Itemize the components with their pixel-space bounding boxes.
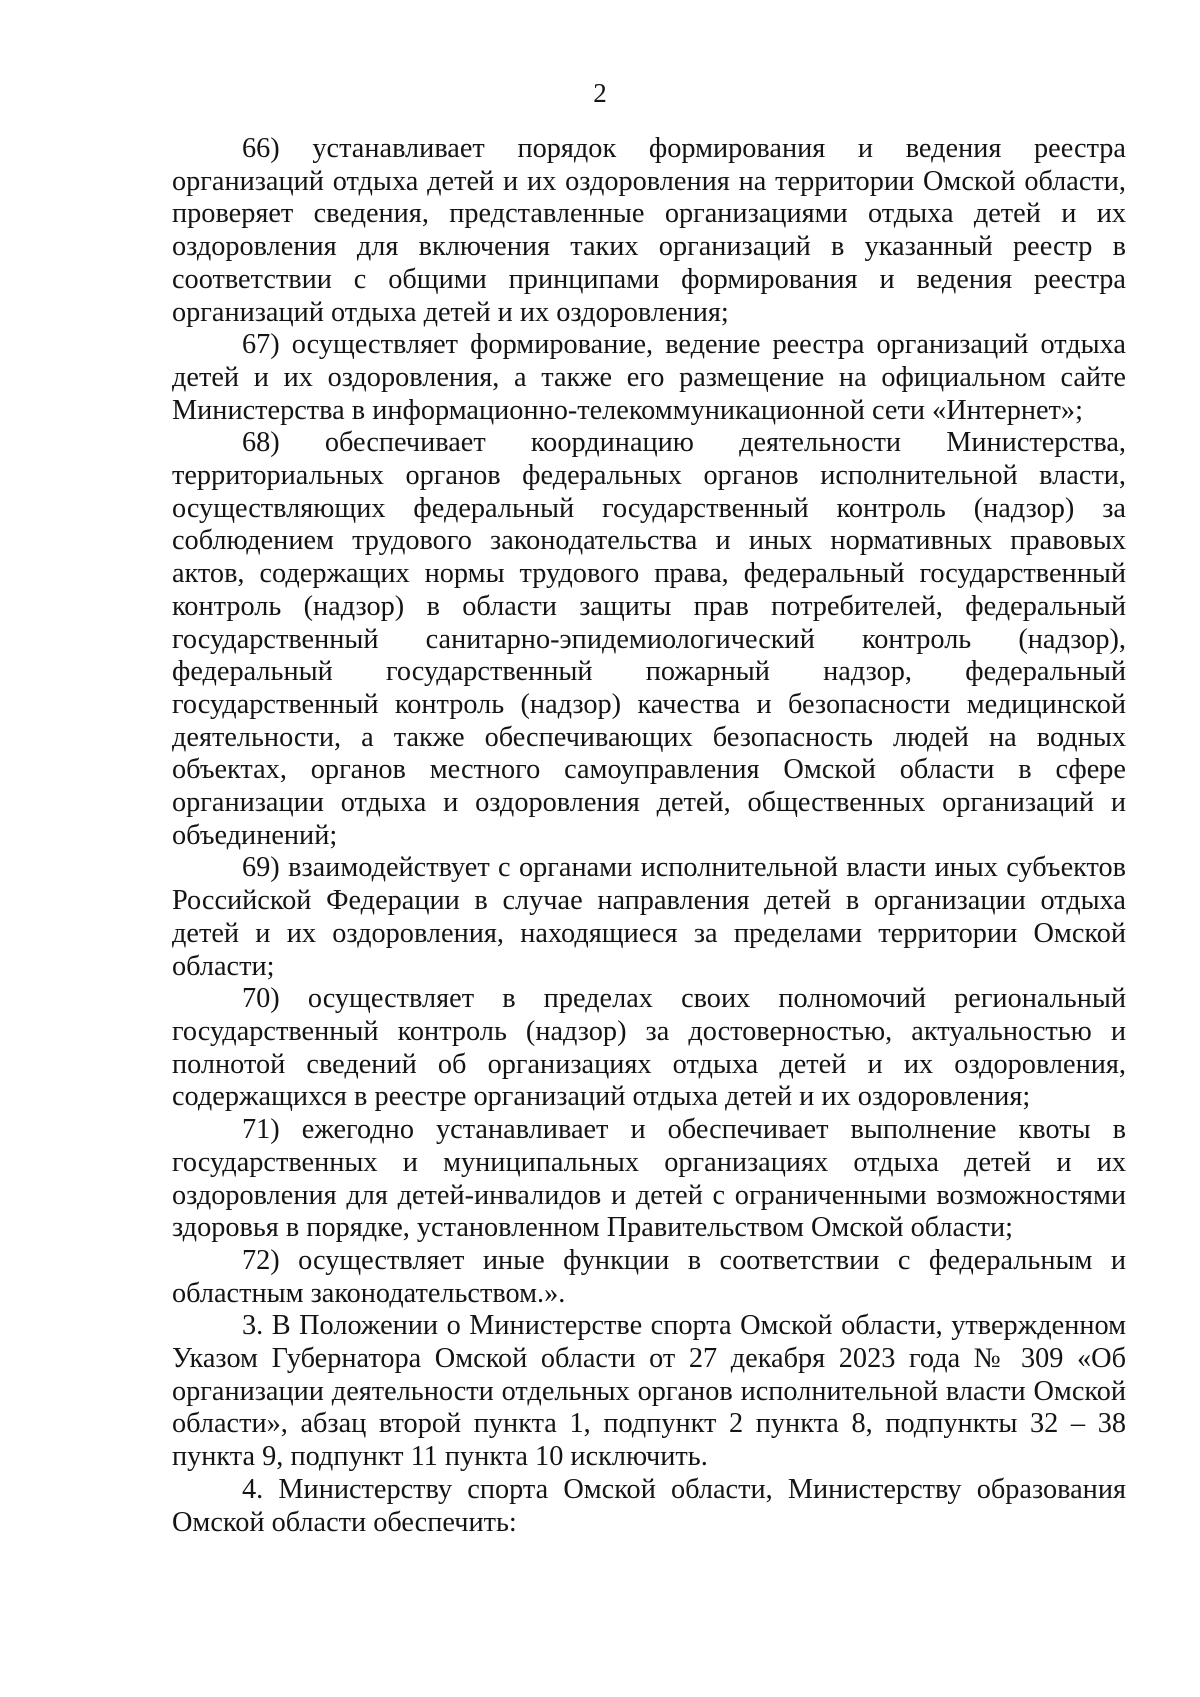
paragraph-clause-3: 3. В Положении о Министерстве спорта Омской области, утвержденном Указом Губернатора Омской области от 27 декабря 2023 года № 309 «Об организации деятельности отдельных органов исполнительной власти Омской области», абзац второй пункта 1, подпункт 2 пункта 8, подпункты 32 – 38 пункта 9, подпункт 11 пункта 10 исключить. <box>172 1310 1126 1473</box>
paragraph-item-68: 68) обеспечивает координацию деятельности Министерства, территориальных органов федеральных органов исполнительной власти, осуществляющих федеральный государственный контроль (надзор) за соблюдением трудового законодательства и иных нормативных правовых актов, содержащих нормы трудового права, федеральный государственный контроль (надзор) в области защиты прав потребителей, федеральный государственный санитарно-эпидемиологический контроль (надзор), федеральный государственный пожарный надзор, федеральный государственный контроль (надзор) качества и безопасности медицинской деятельности, а также обеспечивающих безопасность людей на водных объектах, органов местного самоуправления Омской области в сфере организации отдыха и оздоровления детей, общественных организаций и объединений; <box>172 427 1126 851</box>
paragraph-item-71: 71) ежегодно устанавливает и обеспечивает выполнение квоты в государственных и муниципальных организациях отдыха детей и их оздоровления для детей-инвалидов и детей с ограниченными возможностями здоровья в порядке, установленном Правительством Омской области; <box>172 1114 1126 1244</box>
paragraph-clause-4: 4. Министерству спорта Омской области, Министерству образования Омской области обеспечить: <box>172 1473 1126 1538</box>
paragraph-item-67: 67) осуществляет формирование, ведение реестра организаций отдыха детей и их оздоровления, а также его размещение на официальном сайте Министерства в информационно-телекоммуникационной сети «Интернет»; <box>172 329 1126 426</box>
paragraph-item-69: 69) взаимодействует с органами исполнительной власти иных субъектов Российской Федерации в случае направления детей в организации отдыха детей и их оздоровления, находящиеся за пределами территории Омской области; <box>172 852 1126 982</box>
paragraph-item-70: 70) осуществляет в пределах своих полномочий региональный государственный контроль (надзор) за достоверностью, актуальностью и полнотой сведений об организациях отдыха детей и их оздоровления, содержащихся в реестре организаций отдыха детей и их оздоровления; <box>172 983 1126 1113</box>
paragraph-item-66: 66) устанавливает порядок формирования и ведения реестра организаций отдыха детей и их оздоровления на территории Омской области, проверяет сведения, представленные организациями отдыха детей и их оздоровления для включения таких организаций в указанный реестр в соответствии с общими принципами формирования и ведения реестра организаций отдыха детей и их оздоровления; <box>172 133 1126 328</box>
document-body <box>172 133 1126 1539</box>
paragraph-item-72: 72) осуществляет иные функции в соответствии с федеральным и областным законодательством.». <box>172 1244 1126 1309</box>
page-number: 2 <box>593 78 607 108</box>
